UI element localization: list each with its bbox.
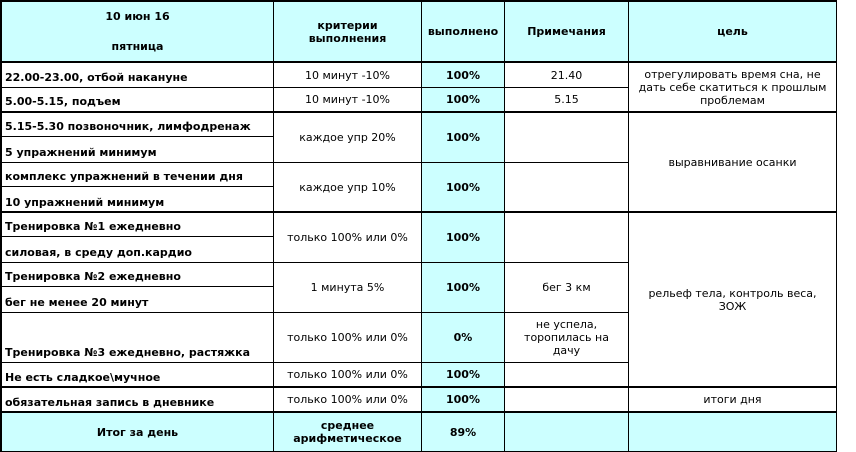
done-cell[interactable] bbox=[422, 313, 505, 363]
goal-summary-text: итоги дня bbox=[703, 393, 762, 406]
goal-body-text: рельеф тела, контроль веса, ЗОЖ bbox=[648, 286, 817, 313]
criteria-text: только 100% или 0% bbox=[287, 231, 408, 244]
task-text: Тренировка №3 ежедневно, растяжка bbox=[5, 346, 251, 359]
criteria-text: только 100% или 0% bbox=[287, 331, 408, 344]
header-done-label: выполнено bbox=[427, 25, 499, 38]
task-text: 5.00-5.15, подъем bbox=[5, 95, 121, 108]
done-value: 0% bbox=[453, 331, 473, 344]
task-line-2: 10 упражнений минимум bbox=[5, 196, 165, 209]
goal-posture-text: выравнивание осанки bbox=[668, 155, 797, 169]
done-value: 100% bbox=[446, 393, 480, 406]
goal-body[interactable] bbox=[629, 213, 837, 388]
task-cell[interactable] bbox=[2, 163, 274, 213]
note-text: 5.15 bbox=[554, 93, 579, 106]
done-cell[interactable] bbox=[422, 163, 505, 213]
done-cell[interactable] bbox=[422, 388, 505, 413]
header-notes-label: Примечания bbox=[527, 25, 606, 38]
goal-sleep-text: отрегулировать время сна, не дать себе скатиться к прошлым проблемам bbox=[638, 67, 827, 107]
total-note-cell[interactable] bbox=[505, 413, 629, 452]
criteria-cell[interactable] bbox=[274, 163, 422, 213]
header-criteria-label: критерии выполнения bbox=[308, 18, 387, 45]
done-cell[interactable] bbox=[422, 88, 505, 113]
note-cell[interactable] bbox=[505, 163, 629, 213]
done-value: 100% bbox=[446, 180, 480, 194]
task-line-1: 5.15-5.30 позвоночник, лимфодренаж bbox=[2, 113, 273, 137]
task-cell[interactable] bbox=[2, 263, 274, 313]
criteria-cell[interactable] bbox=[274, 88, 422, 113]
criteria-text: 10 минут -10% bbox=[305, 93, 390, 106]
task-cell[interactable] bbox=[2, 363, 274, 388]
criteria-cell[interactable] bbox=[274, 113, 422, 163]
done-value: 100% bbox=[446, 368, 480, 381]
note-cell[interactable] bbox=[505, 388, 629, 413]
done-cell[interactable] bbox=[422, 363, 505, 388]
task-text: обязательная запись в дневнике bbox=[5, 396, 215, 409]
criteria-cell[interactable] bbox=[274, 313, 422, 363]
header-weekday: пятница bbox=[111, 40, 164, 53]
criteria-text: 1 минута 5% bbox=[310, 281, 385, 294]
header-notes[interactable] bbox=[505, 2, 629, 63]
criteria-text: 10 минут -10% bbox=[305, 68, 390, 82]
total-criteria: среднее арифметическое bbox=[293, 419, 402, 445]
note-cell[interactable] bbox=[505, 313, 629, 363]
note-cell[interactable] bbox=[505, 113, 629, 163]
done-cell[interactable] bbox=[422, 213, 505, 263]
header-goal-label: цель bbox=[717, 25, 748, 38]
task-line-2: 5 упражнений минимум bbox=[5, 146, 157, 159]
criteria-cell[interactable] bbox=[274, 263, 422, 313]
task-line-1: комплекс упражнений в течении дня bbox=[2, 163, 273, 187]
total-label-cell[interactable] bbox=[2, 413, 274, 452]
note-cell[interactable] bbox=[505, 213, 629, 263]
criteria-text: каждое упр 20% bbox=[299, 131, 396, 144]
note-cell[interactable] bbox=[505, 363, 629, 388]
note-cell[interactable] bbox=[505, 263, 629, 313]
note-text: не успела, торопилась на дачу bbox=[524, 318, 609, 357]
total-label: Итог за день bbox=[96, 425, 179, 439]
task-line-1: Тренировка №2 ежедневно bbox=[2, 263, 273, 287]
task-line-2: бег не менее 20 минут bbox=[5, 296, 149, 309]
done-cell[interactable] bbox=[422, 63, 505, 88]
task-cell[interactable] bbox=[2, 213, 274, 263]
header-goal[interactable] bbox=[629, 2, 837, 63]
criteria-text: каждое упр 10% bbox=[299, 180, 396, 194]
criteria-text: только 100% или 0% bbox=[287, 393, 408, 406]
header-date-cell[interactable] bbox=[2, 2, 274, 63]
note-text: 21.40 bbox=[550, 68, 583, 82]
task-cell[interactable] bbox=[2, 388, 274, 413]
criteria-cell[interactable] bbox=[274, 388, 422, 413]
task-cell[interactable] bbox=[2, 113, 274, 163]
task-line-1: Тренировка №1 ежедневно bbox=[2, 213, 273, 237]
note-cell[interactable] bbox=[505, 88, 629, 113]
criteria-cell[interactable] bbox=[274, 213, 422, 263]
total-criteria-cell[interactable] bbox=[274, 413, 422, 452]
criteria-cell[interactable] bbox=[274, 363, 422, 388]
criteria-text: только 100% или 0% bbox=[287, 368, 408, 381]
header-criteria[interactable] bbox=[274, 2, 422, 63]
task-cell[interactable] bbox=[2, 88, 274, 113]
note-cell[interactable] bbox=[505, 63, 629, 88]
task-text: Не есть сладкое\мучное bbox=[5, 371, 161, 384]
goal-summary[interactable] bbox=[629, 388, 837, 413]
task-text: 22.00-23.00, отбой накануне bbox=[5, 71, 188, 84]
total-done-cell[interactable] bbox=[422, 413, 505, 452]
done-value: 100% bbox=[446, 131, 480, 144]
task-cell[interactable] bbox=[2, 313, 274, 363]
done-cell[interactable] bbox=[422, 263, 505, 313]
done-value: 100% bbox=[446, 68, 480, 82]
header-date: 10 июн 16 bbox=[105, 10, 170, 23]
note-text: бег 3 км bbox=[542, 281, 591, 294]
header-done[interactable] bbox=[422, 2, 505, 63]
done-value: 100% bbox=[446, 93, 480, 106]
goal-posture[interactable] bbox=[629, 113, 837, 213]
task-cell[interactable] bbox=[2, 63, 274, 88]
done-cell[interactable] bbox=[422, 113, 505, 163]
total-done: 89% bbox=[449, 425, 477, 439]
total-goal-cell[interactable] bbox=[629, 413, 837, 452]
criteria-cell[interactable] bbox=[274, 63, 422, 88]
done-value: 100% bbox=[446, 281, 480, 294]
task-line-2: силовая, в среду доп.кардио bbox=[5, 246, 192, 259]
goal-sleep[interactable] bbox=[629, 63, 837, 113]
done-value: 100% bbox=[446, 231, 480, 244]
